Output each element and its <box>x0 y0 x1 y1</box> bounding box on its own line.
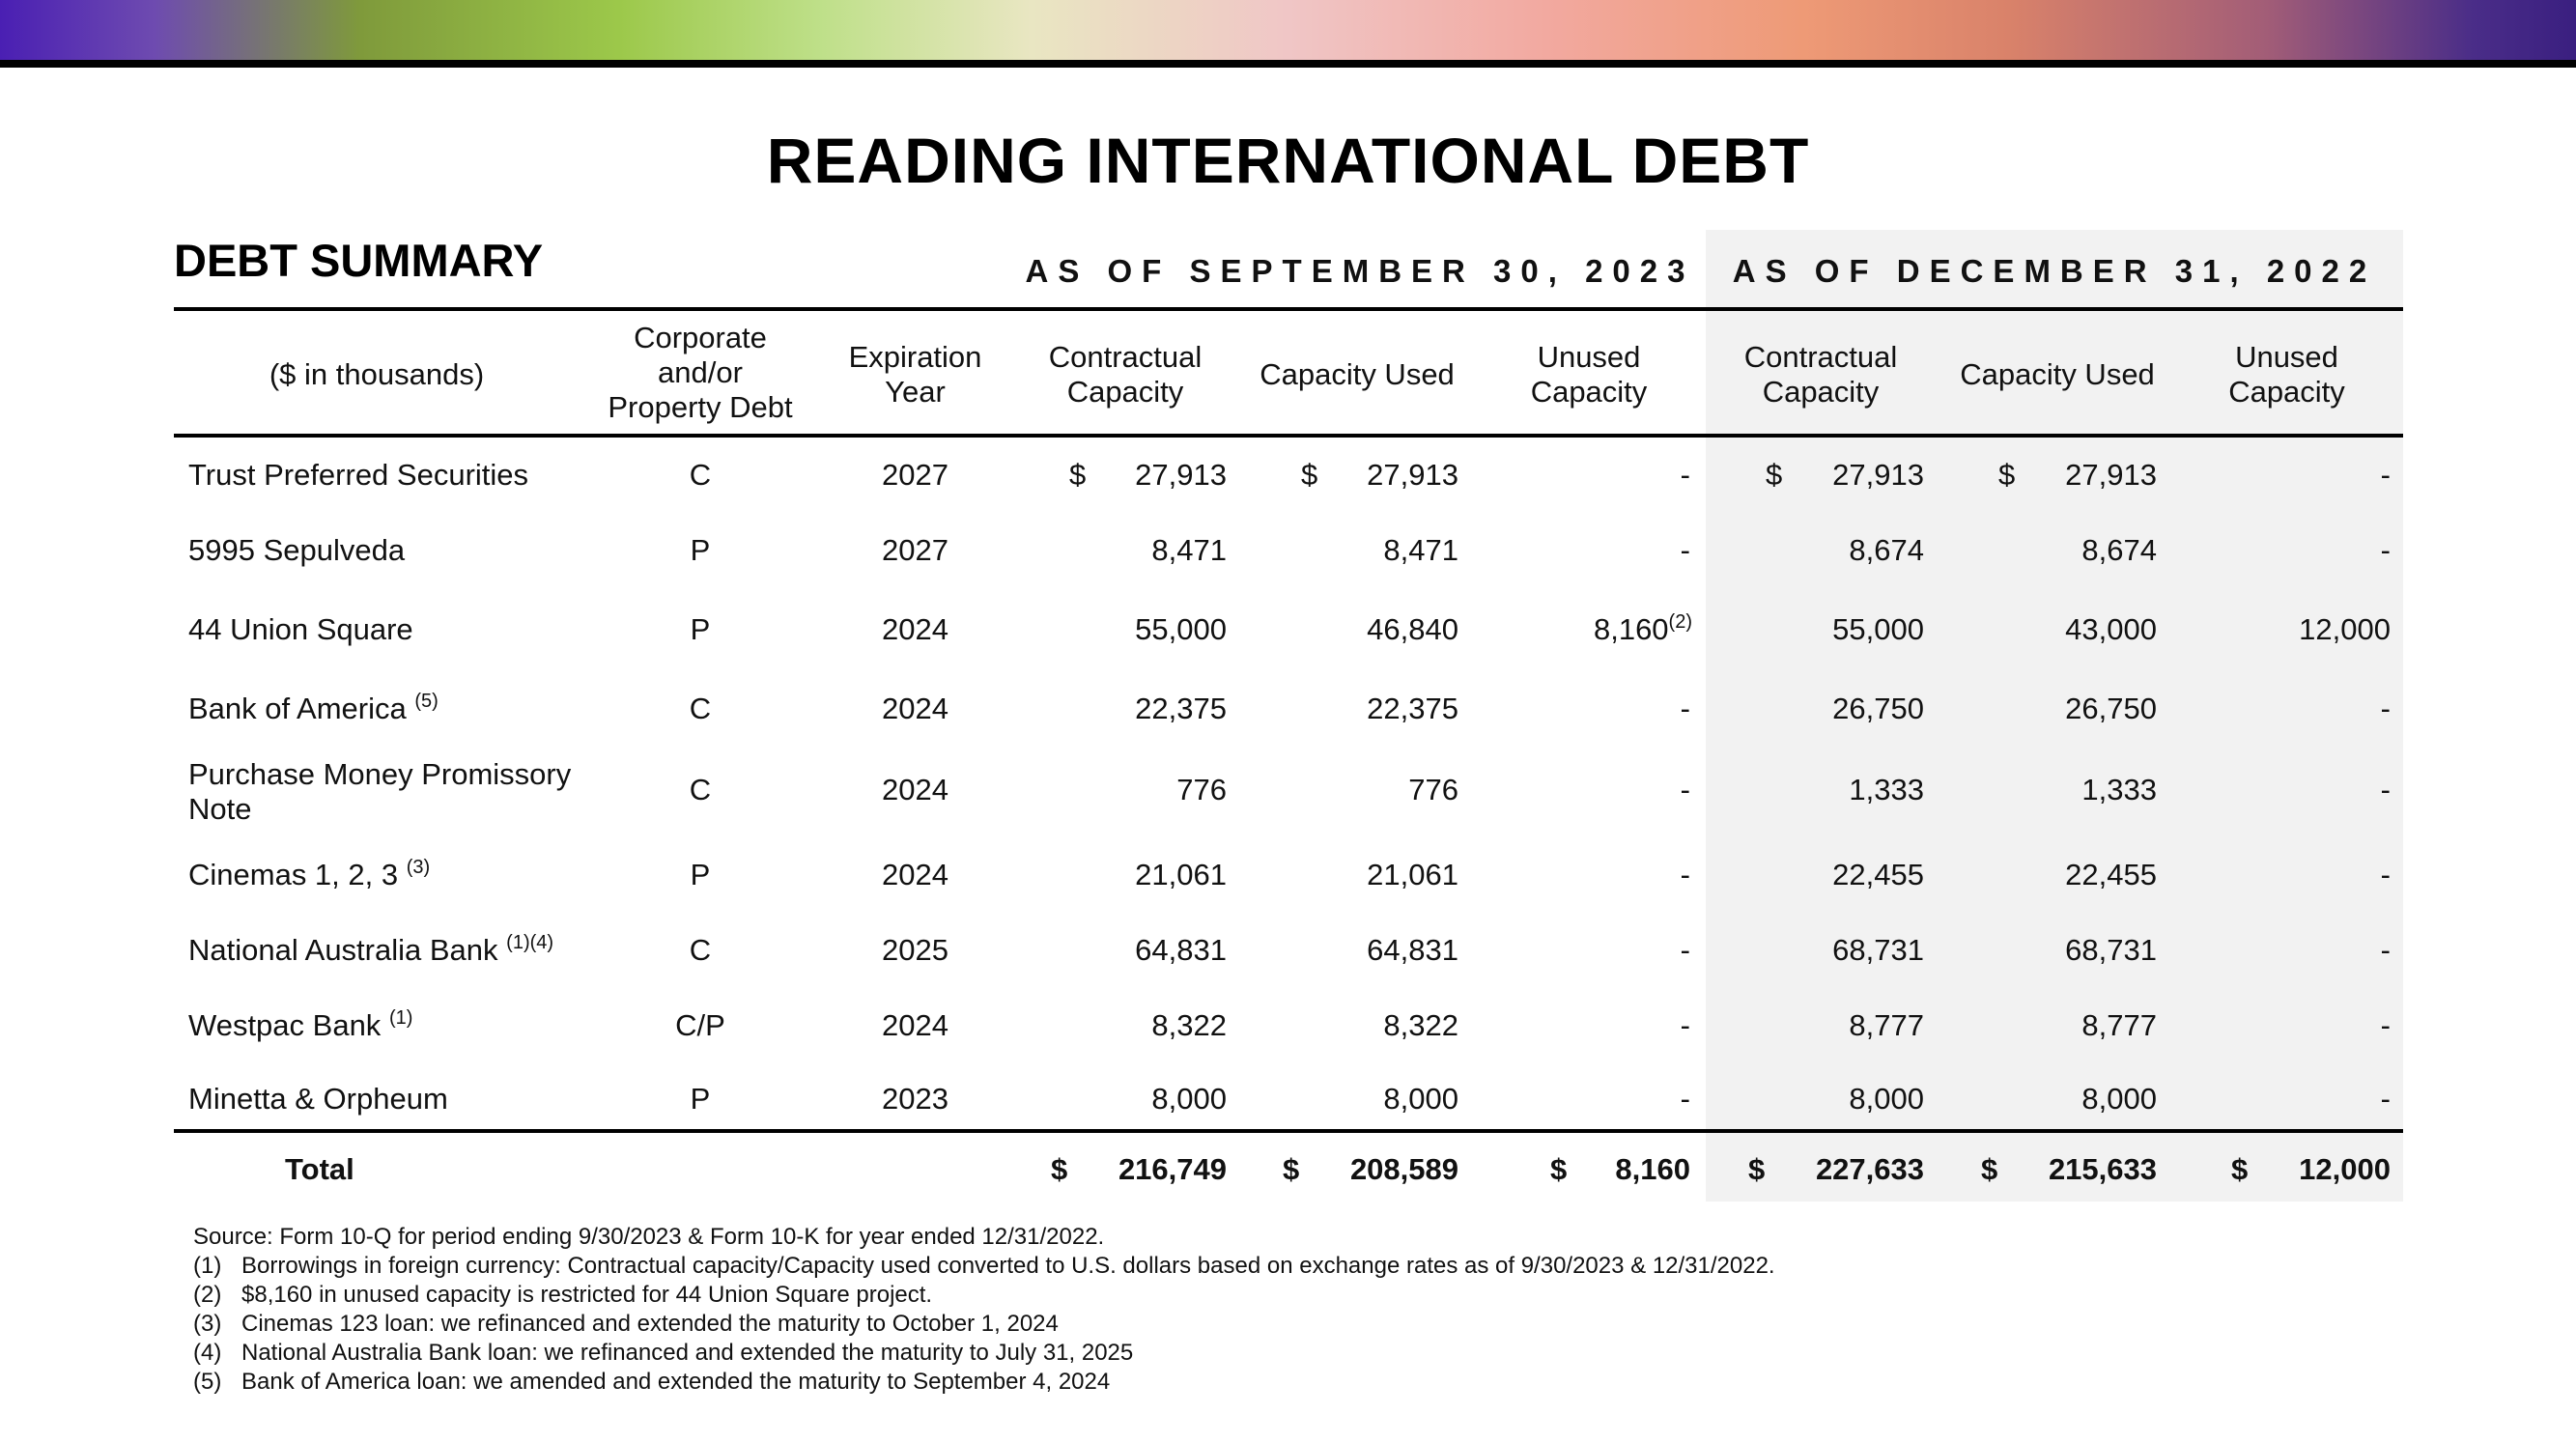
footnotes <box>193 1223 1775 1397</box>
row-name: National Australia Bank $^{(1)(4)}$ <box>188 932 554 967</box>
fy-used: 8,777 <box>2081 1008 2157 1042</box>
header-label: ($ in thousands) <box>269 357 485 391</box>
footnote: (4) National Australia Bank loan: we refinanced and extended the maturity to July 31, 2025 <box>193 1340 1134 1366</box>
row-year: 2027 <box>882 458 948 492</box>
row-name: Minetta & Orpheum <box>188 1082 448 1116</box>
fy-used: 22,455 <box>2065 858 2157 891</box>
total-label: Total <box>285 1152 354 1186</box>
currency-symbol: $ <box>1283 1152 1300 1186</box>
row-type: P <box>690 858 711 891</box>
header-top-rule <box>174 307 2403 311</box>
fy-used: 43,000 <box>2065 612 2157 646</box>
row-year: 2024 <box>882 858 948 891</box>
fy-contractual: 68,731 <box>1832 933 1924 967</box>
row-type: C <box>689 933 712 967</box>
header-fy-unused: Unused Capacity <box>2228 340 2345 409</box>
header-expiration-year: Expiration Year <box>848 340 982 409</box>
fy-contractual: 1,333 <box>1849 773 1924 806</box>
fy-contractual: 27,913 <box>1832 458 1924 492</box>
footnote-marker: (1) <box>388 1007 413 1029</box>
fy-used: 8,000 <box>2081 1082 2157 1116</box>
q3-unused: - <box>1680 858 1690 891</box>
row-year: 2023 <box>882 1082 948 1116</box>
row-name: Purchase Money Promissory Note <box>188 757 572 826</box>
currency-symbol: $ <box>2231 1152 2249 1186</box>
fy-unused: - <box>2380 1008 2391 1042</box>
q3-unused: - <box>1680 1082 1690 1116</box>
q3-contractual: 64,831 <box>1135 933 1227 967</box>
row-type: C <box>689 458 712 492</box>
footnote: (5) Bank of America loan: we amended and extended the maturity to September 4, 2024 <box>193 1369 1111 1395</box>
q3-used: 776 <box>1408 773 1458 806</box>
currency-symbol: $ <box>1766 458 1783 492</box>
row-year: 2024 <box>882 692 948 725</box>
footnote-marker: (3) <box>406 857 431 878</box>
fy-contractual: 55,000 <box>1832 612 1924 646</box>
currency-symbol: $ <box>1998 458 2016 492</box>
source-note: Source: Form 10-Q for period ending 9/30/2023 & Form 10-K for year ended 12/31/2022. <box>193 1224 1105 1250</box>
period-heading-current: AS OF SEPTEMBER 30, 2023 <box>1025 253 1695 289</box>
row-type: C <box>689 692 712 725</box>
fy-contractual: 8,000 <box>1849 1082 1924 1116</box>
q3-unused: 8,160$^{(2)}$ <box>1593 611 1692 646</box>
row-type: C <box>689 773 712 806</box>
fy-used: 8,674 <box>2081 533 2157 567</box>
q3-unused: - <box>1680 533 1690 567</box>
header-fy-used: Capacity Used <box>1960 357 2155 391</box>
header-q3-contractual: Contractual Capacity <box>1048 340 1203 409</box>
header-bottom-rule <box>174 434 2403 438</box>
q3-used: 21,061 <box>1367 858 1458 891</box>
q3-contractual: 8,000 <box>1151 1082 1227 1116</box>
fy-contractual: 8,777 <box>1849 1008 1924 1042</box>
row-name: Trust Preferred Securities <box>188 458 529 492</box>
fy-contractual: 8,674 <box>1849 533 1924 567</box>
row-year: 2024 <box>882 612 948 646</box>
currency-symbol: $ <box>1051 1152 1068 1186</box>
q3-used: 8,000 <box>1383 1082 1458 1116</box>
row-type: P <box>690 533 711 567</box>
row-name: 44 Union Square <box>188 612 413 646</box>
fy-unused: - <box>2380 858 2391 891</box>
header-gradient-bar <box>0 0 2576 60</box>
page-title: READING INTERNATIONAL DEBT <box>766 125 1810 196</box>
row-name: Cinemas 1, 2, 3 $^{(3)}$ <box>188 857 431 891</box>
q3-used: 46,840 <box>1367 612 1458 646</box>
row-year: 2027 <box>882 533 948 567</box>
fy-unused: - <box>2380 533 2391 567</box>
q3-contractual: 27,913 <box>1135 458 1227 492</box>
currency-symbol: $ <box>1301 458 1318 492</box>
row-year: 2025 <box>882 933 948 967</box>
total-fy-contractual: 227,633 <box>1815 1152 1924 1186</box>
q3-used: 22,375 <box>1367 692 1458 725</box>
q3-contractual: 21,061 <box>1135 858 1227 891</box>
fy-unused: - <box>2380 773 2391 806</box>
row-name: 5995 Sepulveda <box>188 533 406 567</box>
footnote: (2) $8,160 in unused capacity is restricted for 44 Union Square project. <box>193 1282 933 1308</box>
header-q3-unused: Unused Capacity <box>1530 340 1648 409</box>
q3-contractual: 776 <box>1176 773 1227 806</box>
footnote-marker: (5) <box>414 691 439 712</box>
row-type: P <box>690 612 711 646</box>
total-fy-used: 215,633 <box>2048 1152 2157 1186</box>
row-name: Westpac Bank $^{(1)}$ <box>188 1007 413 1042</box>
currency-symbol: $ <box>1550 1152 1568 1186</box>
footnote: (3) Cinemas 123 loan: we refinanced and extended the maturity to October 1, 2024 <box>193 1311 1059 1337</box>
fy-used: 68,731 <box>2065 933 2157 967</box>
row-year: 2024 <box>882 1008 948 1042</box>
fy-contractual: 26,750 <box>1832 692 1924 725</box>
footnote-marker: (1)(4) <box>506 932 554 953</box>
q3-used: 64,831 <box>1367 933 1458 967</box>
fy-used: 26,750 <box>2065 692 2157 725</box>
row-name: Bank of America $^{(5)}$ <box>188 691 439 725</box>
currency-symbol: $ <box>1981 1152 1998 1186</box>
total-fy-unused: 12,000 <box>2299 1152 2391 1186</box>
q3-contractual: 8,471 <box>1151 533 1227 567</box>
q3-used: 8,322 <box>1383 1008 1458 1042</box>
q3-contractual: 8,322 <box>1151 1008 1227 1042</box>
header-divider <box>0 60 2576 68</box>
q3-used: 27,913 <box>1367 458 1458 492</box>
total-q3-used: 208,589 <box>1349 1152 1458 1186</box>
row-type: P <box>690 1082 711 1116</box>
total-top-rule <box>174 1129 2403 1133</box>
fy-contractual: 22,455 <box>1832 858 1924 891</box>
section-title: DEBT SUMMARY <box>174 235 544 286</box>
q3-unused: - <box>1680 1008 1690 1042</box>
q3-used: 8,471 <box>1383 533 1458 567</box>
currency-symbol: $ <box>1748 1152 1766 1186</box>
fy-unused: - <box>2380 1082 2391 1116</box>
q3-contractual: 22,375 <box>1135 692 1227 725</box>
fy-unused: - <box>2380 933 2391 967</box>
fy-unused: - <box>2380 458 2391 492</box>
period-heading-prior: AS OF DECEMBER 31, 2022 <box>1732 253 2377 289</box>
q3-contractual: 55,000 <box>1135 612 1227 646</box>
row-type: C/P <box>675 1008 725 1042</box>
currency-symbol: $ <box>1069 458 1087 492</box>
row-year: 2024 <box>882 773 948 806</box>
q3-unused: - <box>1680 692 1690 725</box>
fy-used: 1,333 <box>2081 773 2157 806</box>
header-q3-used: Capacity Used <box>1260 357 1455 391</box>
footnote: (1) Borrowings in foreign currency: Contractual capacity/Capacity used converted to U.S. dollars based on exchange rates as of 9/30/2023 & 12/31/2022. <box>193 1253 1775 1279</box>
total-q3-unused: 8,160 <box>1615 1152 1690 1186</box>
q3-unused: - <box>1680 933 1690 967</box>
q3-unused: - <box>1680 773 1690 806</box>
header-debt-type: Corporate and/or Property Debt <box>608 321 793 424</box>
q3-unused: - <box>1680 458 1690 492</box>
footnote-marker: (2) <box>1668 611 1692 633</box>
total-q3-contractual: 216,749 <box>1118 1152 1227 1186</box>
fy-unused: - <box>2380 692 2391 725</box>
header-fy-contractual: Contractual Capacity <box>1743 340 1898 409</box>
fy-used: 27,913 <box>2065 458 2157 492</box>
fy-unused: 12,000 <box>2299 612 2391 646</box>
